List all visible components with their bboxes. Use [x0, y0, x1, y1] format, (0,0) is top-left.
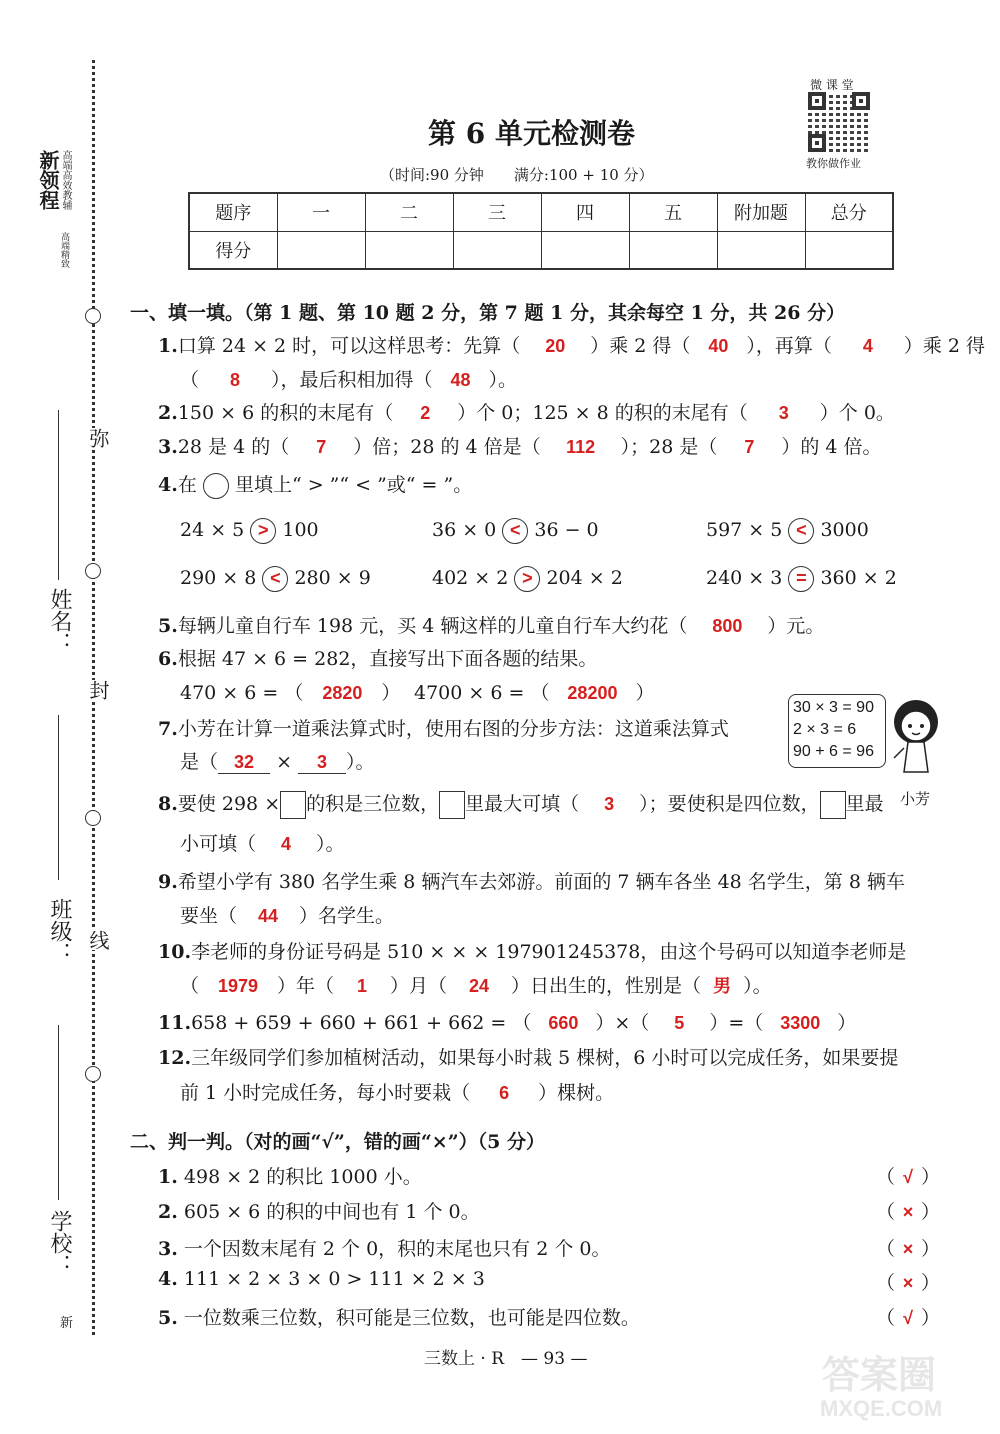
question-number: 1. — [158, 1166, 178, 1188]
question-number: 10. — [158, 941, 192, 963]
answer[interactable]: 3300 — [780, 1013, 821, 1033]
bubble-line: 2 × 3 = 6 — [793, 721, 857, 738]
table-cell: 三 — [453, 193, 541, 231]
compare-right: 360 × 2 — [820, 567, 897, 589]
question-text: ）棵树。 — [538, 1082, 615, 1104]
judge-answer-slot: （ √ ） — [876, 1166, 941, 1188]
question-text: 一个因数末尾有 2 个 0，积的末尾也只有 2 个 0。 — [183, 1238, 611, 1260]
question-text: ）=（ — [709, 1012, 764, 1034]
question-text: 里填上“ > ”“ < ”或“ = ”。 — [234, 474, 473, 496]
question-text: ） — [635, 682, 655, 704]
answer[interactable]: 48 — [450, 370, 471, 390]
question-text: 的积是三位数， — [306, 793, 440, 815]
name-label: 姓名： — [47, 588, 72, 654]
answer[interactable]: 5 — [674, 1013, 685, 1033]
brand-subtitle-2: 高端精致 — [59, 232, 69, 268]
answer[interactable]: 660 — [548, 1013, 579, 1033]
judge-item — [158, 1197, 480, 1224]
question-number: 2. — [158, 402, 178, 424]
table-cell: 题序 — [189, 193, 277, 231]
compare-left: 36 × 0 — [432, 519, 497, 541]
question-text: 小芳在计算一道乘法算式时，使用右图的分步方法：这道乘法算式 — [177, 718, 729, 740]
question-text: （ — [180, 975, 200, 997]
question-4 — [158, 470, 472, 499]
question-text: 一位数乘三位数，积可能是三位数，也可能是四位数。 — [183, 1307, 640, 1329]
question-number: 5. — [158, 615, 178, 637]
page-footer: 三数上 · R — 93 — — [424, 1349, 588, 1369]
question-text: ）的 4 倍。 — [781, 436, 882, 458]
judge-answer-slot: （ × ） — [876, 1272, 941, 1294]
question-text: 605 × 6 的积的中间也有 1 个 0。 — [183, 1201, 480, 1223]
binding-hole — [85, 308, 101, 324]
class-label: 班级： — [47, 898, 72, 964]
judge-item — [158, 1162, 422, 1189]
question-12-line1 — [158, 1043, 898, 1070]
answer[interactable]: 7 — [316, 437, 327, 457]
class-fill-line — [58, 715, 59, 880]
blank-box — [439, 791, 465, 819]
question-3 — [158, 432, 882, 459]
judge-answer[interactable]: × — [902, 1239, 914, 1259]
answer[interactable]: 1979 — [217, 976, 259, 996]
blank-box — [820, 791, 846, 819]
compare-answer[interactable]: = — [788, 566, 814, 592]
compare-left: 240 × 3 — [706, 567, 783, 589]
question-text: 28 是 4 的（ — [177, 436, 290, 458]
answer[interactable]: 7 — [744, 437, 755, 457]
judge-item — [158, 1268, 485, 1290]
question-text: ）个 0。 — [819, 402, 895, 424]
question-number: 1. — [158, 335, 178, 357]
compare-right: 36 − 0 — [534, 519, 599, 541]
question-text: ）个 0；125 × 8 的积的末尾有（ — [457, 402, 748, 424]
watermark-logo: 答案圈 — [822, 1355, 937, 1397]
question-text: 在 — [177, 474, 197, 496]
section2-heading: 二、判一判。（对的画“√”，错的画“×”）（5 分） — [130, 1131, 545, 1153]
question-text: ）。 — [316, 833, 345, 855]
answer[interactable]: 24 — [469, 976, 490, 996]
score-table-header-row — [189, 193, 893, 231]
compare-answer[interactable]: > — [514, 566, 540, 592]
bubble-line: 90 + 6 = 96 — [793, 743, 874, 760]
judge-answer[interactable]: × — [902, 1273, 914, 1293]
table-cell: 一 — [277, 193, 365, 231]
answer[interactable]: 44 — [258, 906, 279, 926]
question-text: 658 + 659 + 660 + 661 + 662 = （ — [191, 1012, 532, 1034]
question-number: 9. — [158, 871, 178, 893]
blank-box — [280, 791, 306, 819]
question-text: ） — [381, 682, 401, 704]
answer[interactable]: 20 — [545, 336, 566, 356]
compare-item — [432, 566, 623, 592]
compare-left: 597 × 5 — [706, 519, 783, 541]
page-subtitle: （时间:90 分钟 满分:100 + 10 分） — [380, 166, 654, 184]
question-number: 2. — [158, 1201, 178, 1223]
table-cell: 得分 — [189, 231, 277, 269]
judge-answer-slot: （ √ ） — [876, 1307, 941, 1329]
question-text: ）。 — [488, 369, 518, 391]
brand-logo: 新领程 — [36, 150, 60, 210]
circle-placeholder-icon — [203, 473, 229, 499]
question-number: 7. — [158, 718, 178, 740]
judge-answer-slot: （ × ） — [876, 1238, 941, 1260]
compare-answer[interactable]: < — [502, 518, 528, 544]
compare-item — [706, 518, 869, 544]
question-text: 要坐（ — [180, 905, 238, 927]
score-input-cell[interactable] — [453, 231, 541, 269]
question-text: 498 × 2 的积比 1000 小。 — [183, 1166, 422, 1188]
question-text: 4700 × 6 = （ — [414, 682, 550, 704]
question-text: ）。 — [346, 751, 375, 773]
question-number: 3. — [158, 436, 178, 458]
question-text: ）日出生的，性别是（ — [511, 975, 702, 997]
question-text: 150 × 6 的积的末尾有（ — [177, 402, 394, 424]
question-12-line2 — [180, 1078, 614, 1105]
question-number: 4. — [158, 474, 178, 496]
compare-answer[interactable]: < — [788, 518, 814, 544]
qr-bottom-label: 教你做作业 — [806, 157, 861, 170]
question-text: 470 × 6 = （ — [180, 682, 304, 704]
question-text: ）名学生。 — [299, 905, 395, 927]
question-10-line2 — [180, 971, 772, 998]
answer[interactable]: 2 — [420, 403, 431, 423]
answer[interactable]: 2820 — [322, 683, 363, 703]
school-fill-line — [58, 1025, 59, 1200]
question-text: 李老师的身份证号码是 510 × × × 197901245378，由这个号码可以知道李老师是 — [191, 941, 907, 963]
name-fill-line — [58, 410, 59, 580]
question-1-line1 — [158, 331, 985, 358]
question-text: 口算 24 × 2 时，可以这样思考：先算（ — [177, 335, 521, 357]
question-text: 根据 47 × 6 = 282，直接写出下面各题的结果。 — [177, 648, 598, 670]
question-text: ）元。 — [767, 615, 825, 637]
question-text: 111 × 2 × 3 × 0 > 111 × 2 × 3 — [183, 1268, 485, 1290]
seal-char-mi: 弥 — [84, 428, 113, 448]
answer[interactable]: 800 — [712, 616, 743, 636]
answer[interactable]: 1 — [357, 976, 368, 996]
answer[interactable]: 4 — [281, 834, 292, 854]
score-input-cell[interactable] — [717, 231, 805, 269]
answer[interactable]: 32 — [218, 752, 270, 774]
compare-answer[interactable]: < — [262, 566, 288, 592]
question-text: ）×（ — [595, 1012, 650, 1034]
answer[interactable]: 6 — [499, 1083, 510, 1103]
binding-hole — [85, 563, 101, 579]
question-9-line2 — [180, 901, 394, 928]
school-label: 学校： — [47, 1210, 72, 1276]
question-8-line2 — [180, 829, 345, 856]
table-cell: 总分 — [805, 193, 893, 231]
question-text: 里最 — [845, 793, 884, 815]
page-title: 第 6 单元检测卷 — [428, 117, 635, 150]
question-5 — [158, 611, 824, 638]
question-8-line1 — [158, 789, 884, 819]
question-text: 每辆儿童自行车 198 元，买 4 辆这样的儿童自行车大约花（ — [177, 615, 688, 637]
compare-right: 280 × 9 — [294, 567, 371, 589]
score-table — [188, 192, 894, 270]
seal-char-feng: 封 — [84, 680, 113, 700]
answer[interactable]: 28200 — [567, 683, 618, 703]
score-input-cell[interactable] — [541, 231, 629, 269]
score-input-cell[interactable] — [805, 231, 893, 269]
answer[interactable]: 男 — [713, 976, 732, 996]
judge-answer[interactable]: √ — [903, 1308, 913, 1328]
question-number: 12. — [158, 1047, 192, 1069]
judge-answer[interactable]: × — [902, 1202, 914, 1222]
compare-left: 290 × 8 — [180, 567, 257, 589]
compare-right: 100 — [282, 519, 319, 541]
score-input-cell[interactable] — [277, 231, 365, 269]
answer[interactable]: 3 — [298, 752, 346, 774]
score-table-score-row — [189, 231, 893, 269]
question-number: 3. — [158, 1238, 178, 1260]
table-cell: 二 — [365, 193, 453, 231]
qr-top-label: 微 课 堂 — [810, 78, 854, 92]
compare-left: 24 × 5 — [180, 519, 245, 541]
judge-item — [158, 1234, 610, 1261]
table-cell: 五 — [629, 193, 717, 231]
question-text: ）。 — [743, 975, 772, 997]
question-10-line1 — [158, 937, 906, 964]
question-text: 前 1 小时完成任务，每小时要栽（ — [180, 1082, 471, 1104]
question-6 — [158, 644, 597, 671]
question-9-line1 — [158, 867, 905, 894]
seal-char-xian: 线 — [84, 930, 113, 950]
question-number: 4. — [158, 1268, 178, 1290]
score-input-cell[interactable] — [629, 231, 717, 269]
question-7-line1 — [158, 714, 729, 741]
answer[interactable]: 112 — [566, 437, 596, 457]
question-text: （ — [180, 369, 200, 391]
binding-hole — [85, 810, 101, 826]
question-text: 要使 298 × — [177, 793, 281, 815]
compare-item — [706, 566, 897, 592]
brand-subtitle: 高端高效教辅 — [60, 150, 71, 210]
section1-heading: 一、填一填。（第 1 题、第 10 题 2 分，第 7 题 1 分，其余每空 1 分，共 26 分） — [130, 302, 846, 324]
compare-left: 402 × 2 — [432, 567, 509, 589]
question-number: 6. — [158, 648, 178, 670]
answer[interactable]: 3 — [778, 403, 789, 423]
compare-item — [180, 518, 319, 544]
compare-right: 204 × 2 — [546, 567, 623, 589]
judge-item — [158, 1303, 640, 1330]
question-text: ），再算（ — [746, 335, 832, 357]
question-text: ）倍；28 的 4 倍是（ — [353, 436, 541, 458]
question-text: ）；28 是（ — [620, 436, 718, 458]
judge-answer[interactable]: √ — [903, 1167, 913, 1187]
question-text: 是（ — [180, 751, 219, 773]
question-number: 11. — [158, 1012, 192, 1034]
girl-name-label: 小芳 — [900, 790, 931, 808]
question-text: 小可填（ — [180, 833, 257, 855]
table-cell: 附加题 — [717, 193, 805, 231]
table-cell: 四 — [541, 193, 629, 231]
question-11 — [158, 1008, 856, 1035]
speech-bubble — [788, 694, 886, 768]
question-text: ）；要使积是四位数， — [639, 793, 820, 815]
bubble-line: 30 × 3 = 90 — [793, 699, 874, 716]
question-text: ）乘 2 得（ — [590, 335, 691, 357]
qr-code-icon[interactable] — [808, 92, 870, 152]
answer[interactable]: 3 — [604, 794, 615, 814]
question-2 — [158, 398, 895, 425]
question-number: 8. — [158, 793, 178, 815]
question-6-expr-1 — [180, 678, 400, 705]
binding-hole — [85, 1066, 101, 1082]
bottom-mark: 新 — [60, 1316, 74, 1331]
score-input-cell[interactable] — [365, 231, 453, 269]
question-text: 希望小学有 380 名学生乘 8 辆汽车去郊游。前面的 7 辆车各坐 48 名学生，第 8 辆车 — [177, 871, 905, 893]
question-7-line2 — [180, 747, 375, 774]
question-text: ）年（ — [277, 975, 335, 997]
question-number: 5. — [158, 1307, 178, 1329]
answer[interactable]: 4 — [862, 336, 873, 356]
judge-answer-slot: （ × ） — [876, 1201, 941, 1223]
question-1-line2 — [180, 365, 517, 392]
question-text: 三年级同学们参加植树活动，如果每小时栽 5 棵树，6 小时可以完成任务，如果要提 — [191, 1047, 899, 1069]
question-text: 里最大可填（ — [465, 793, 580, 815]
compare-answer[interactable]: > — [250, 518, 276, 544]
answer[interactable]: 8 — [230, 370, 241, 390]
compare-item — [432, 518, 599, 544]
watermark-url: MXQE.COM — [820, 1396, 943, 1421]
question-text: ） — [837, 1012, 857, 1034]
question-text: ），最后积相加得（ — [271, 369, 433, 391]
compare-right: 3000 — [820, 519, 869, 541]
question-text: ）乘 2 得 — [903, 335, 986, 357]
girl-illustration-icon — [884, 694, 944, 786]
question-6-expr-2 — [414, 678, 654, 705]
answer[interactable]: 40 — [708, 336, 729, 356]
question-text: × — [276, 751, 292, 773]
compare-item — [180, 566, 371, 592]
question-text: ）月（ — [390, 975, 448, 997]
